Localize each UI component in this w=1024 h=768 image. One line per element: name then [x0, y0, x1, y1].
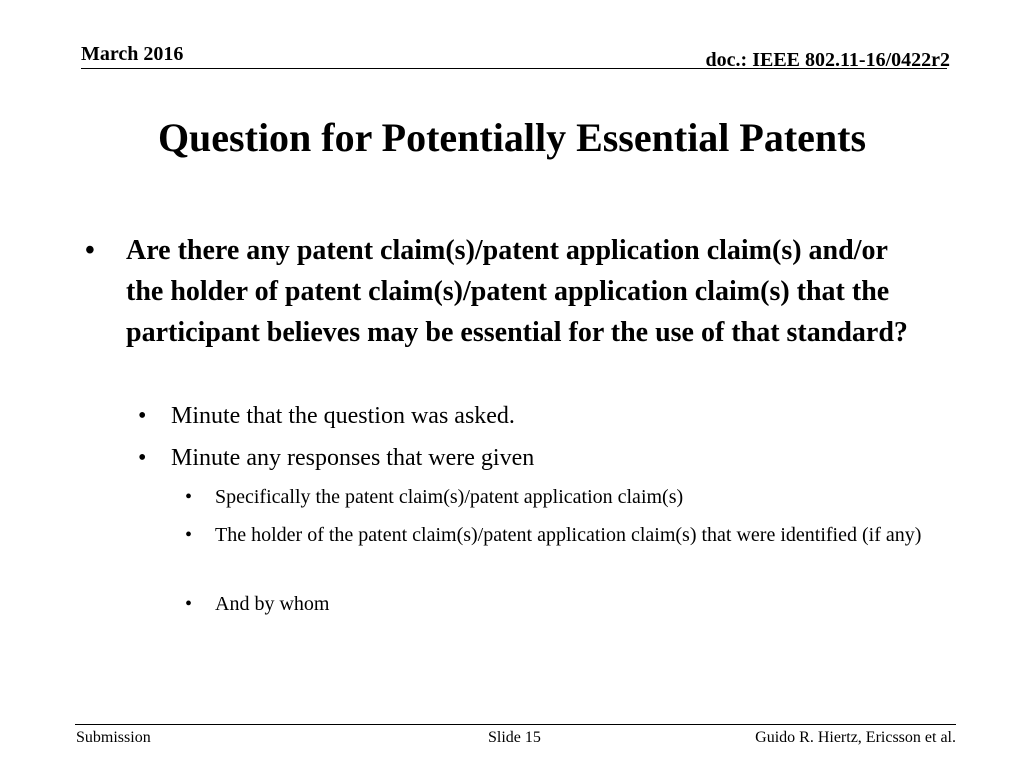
- bullet-icon: •: [185, 593, 193, 615]
- bullet-icon: •: [138, 403, 147, 429]
- bullet-sub-2-3: [185, 589, 945, 619]
- bullet-main-text: Are there any patent claim(s)/patent application claim(s) and/or the holder of patent claim(s)/patent application claim(s) that the participant believes may be essential for the use of that standard?: [126, 235, 908, 348]
- slide-title: Question for Potentially Essential Patents: [157, 115, 867, 160]
- bullet-sub-2-3-text: And by whom: [215, 593, 330, 615]
- bullet-main: [85, 230, 915, 353]
- footer-slide-number: Slide 15: [488, 729, 541, 746]
- bullet-sub-2: [138, 444, 938, 472]
- bullet-sub-2-2-text: The holder of the patent claim(s)/patent application claim(s) that were identified (if any): [215, 524, 922, 546]
- bullet-icon: •: [85, 235, 95, 266]
- bullet-icon: •: [138, 445, 147, 471]
- header-doc-id: doc.: IEEE 802.11-16/0422r2: [705, 49, 950, 71]
- bullet-sub-2-text: Minute any responses that were given: [171, 445, 535, 471]
- header-divider: [81, 68, 947, 69]
- header-date: March 2016: [81, 43, 184, 65]
- footer-divider: [75, 724, 956, 725]
- bullet-sub-2-1-text: Specifically the patent claim(s)/patent application claim(s): [215, 486, 684, 508]
- footer-author: Guido R. Hiertz, Ericsson et al.: [755, 729, 956, 746]
- bullet-icon: •: [185, 524, 193, 546]
- bullet-icon: •: [185, 486, 193, 508]
- bullet-sub-1: [138, 402, 938, 430]
- bullet-sub-1-text: Minute that the question was asked.: [171, 403, 515, 429]
- bullet-sub-2-2: [185, 520, 945, 550]
- footer-submission: Submission: [76, 729, 151, 746]
- bullet-sub-2-1: [185, 482, 945, 512]
